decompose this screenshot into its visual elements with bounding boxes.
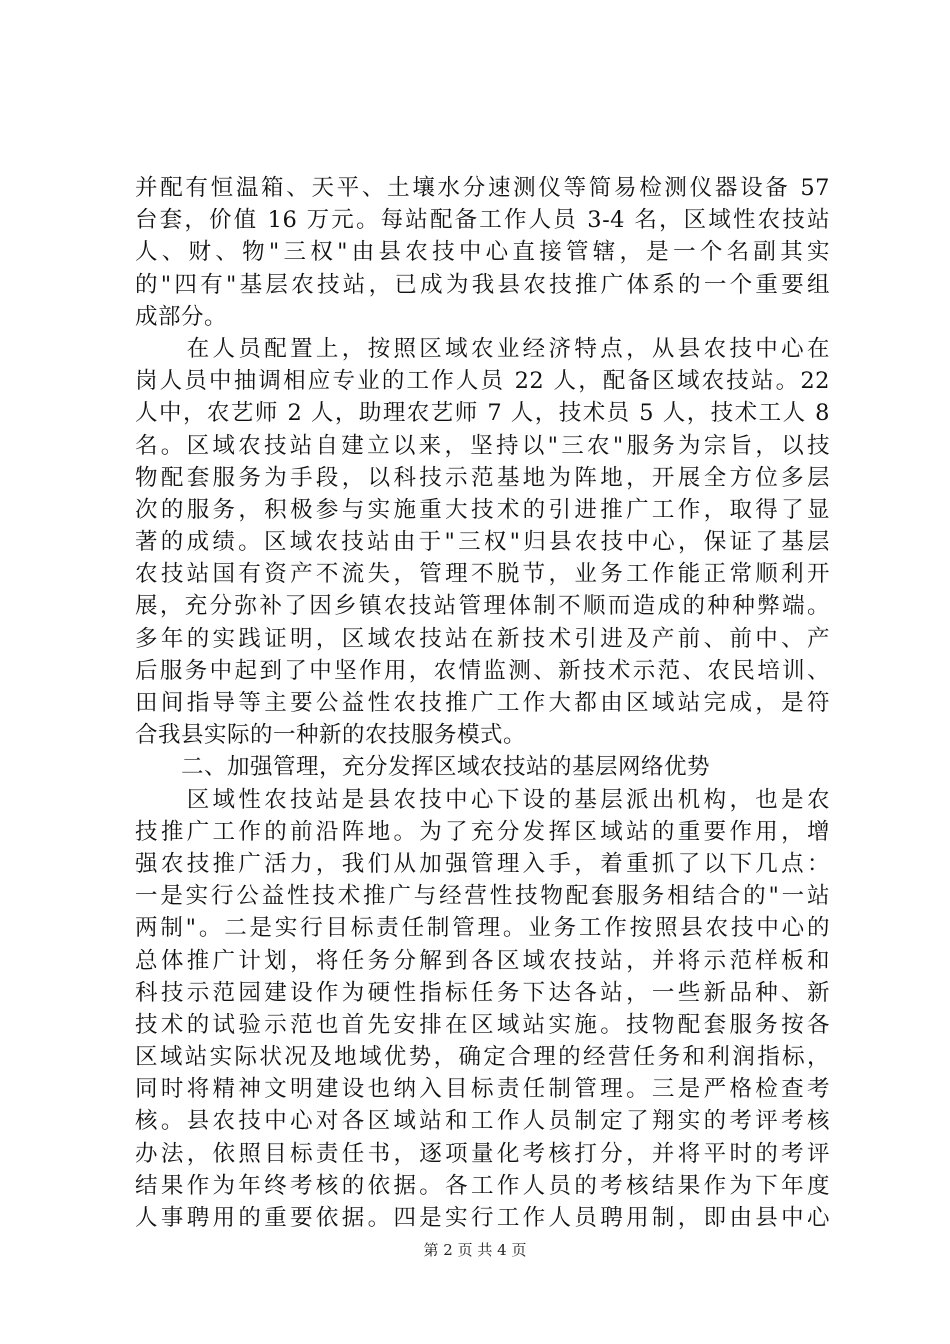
- text-line: 强农技推广活力，我们从加强管理入手，着重抓了以下几点：: [135, 850, 830, 877]
- text-line: 岗人员中抽调相应专业的工作人员 22 人，配备区域农技站。22: [135, 368, 830, 395]
- text-line: 合我县实际的一种新的农技服务模式。: [135, 722, 527, 749]
- body-text: [135, 172, 830, 1234]
- text-line: 区域性农技站是县农技中心下设的基层派出机构，也是农: [135, 786, 830, 813]
- text-line: 农技站国有资产不流失，管理不脱节，业务工作能正常顺利开: [135, 561, 830, 588]
- text-line: 在人员配置上，按照区域农业经济特点，从县农技中心在: [135, 335, 830, 362]
- text-line: 技推广工作的前沿阵地。为了充分发挥区域站的重要作用，增: [135, 818, 830, 845]
- text-line: 并配有恒温箱、天平、土壤水分速测仪等简易检测仪器设备 57: [135, 175, 830, 201]
- text-line: 两制"。二是实行目标责任制管理。业务工作按照县农技中心的: [135, 915, 830, 942]
- text-line: 多年的实践证明，区域农技站在新技术引进及产前、前中、产: [135, 625, 830, 652]
- text-line: 同时将精神文明建设也纳入目标责任制管理。三是严格检查考: [135, 1076, 830, 1103]
- text-line: 结果作为年终考核的依据。各工作人员的考核结果作为下年度: [135, 1172, 830, 1199]
- text-line: 物配套服务为手段，以科技示范基地为阵地，开展全方位多层: [135, 464, 830, 491]
- text-line: 的"四有"基层农技站，已成为我县农技推广体系的一个重要组: [135, 271, 830, 298]
- text-line: 核。县农技中心对各区域站和工作人员制定了翔实的考评考核: [135, 1108, 830, 1135]
- text-line: 二、加强管理，充分发挥区域农技站的基层网络优势: [135, 754, 711, 781]
- text-line: 人、财、物"三权"由县农技中心直接管辖，是一个名副其实: [135, 239, 830, 266]
- text-line: 区域站实际状况及地域优势，确定合理的经营任务和利润指标，: [135, 1044, 830, 1071]
- text-line: 田间指导等主要公益性农技推广工作大都由区域站完成，是符: [135, 690, 830, 716]
- text-line: 技术的试验示范也首先安排在区域站实施。技物配套服务按各: [135, 1011, 830, 1038]
- text-line: 名。区域农技站自建立以来，坚持以"三农"服务为宗旨，以技: [135, 432, 830, 459]
- text-line: 科技示范园建设作为硬性指标任务下达各站，一些新品种、新: [135, 979, 830, 1006]
- text-line: 著的成绩。区域农技站由于"三权"归县农技中心，保证了基层: [135, 529, 830, 556]
- text-line: 总体推广计划，将任务分解到各区域农技站，并将示范样板和: [135, 947, 830, 974]
- text-line: 台套，价值 16 万元。每站配备工作人员 3-4 名，区域性农技站: [135, 207, 830, 234]
- text-line: 一是实行公益性技术推广与经营性技物配套服务相结合的"一站: [135, 883, 830, 910]
- page-footer: 第 2 页 共 4 页: [423, 1241, 527, 1259]
- text-line: 后服务中起到了中坚作用，农情监测、新技术示范、农民培训、: [135, 657, 830, 684]
- text-line: 成部分。: [135, 303, 228, 330]
- text-line: 展，充分弥补了因乡镇农技站管理体制不顺而造成的种种弊端。: [135, 593, 830, 620]
- text-line: 人事聘用的重要依据。四是实行工作人员聘用制，即由县中心: [135, 1205, 830, 1231]
- text-line: 人中，农艺师 2 人，助理农艺师 7 人，技术员 5 人，技术工人 8: [135, 400, 830, 427]
- text-line: 办法，依照目标责任书，逐项量化考核打分，并将平时的考评: [135, 1140, 830, 1167]
- text-line: 次的服务，积极参与实施重大技术的引进推广工作，取得了显: [135, 496, 830, 523]
